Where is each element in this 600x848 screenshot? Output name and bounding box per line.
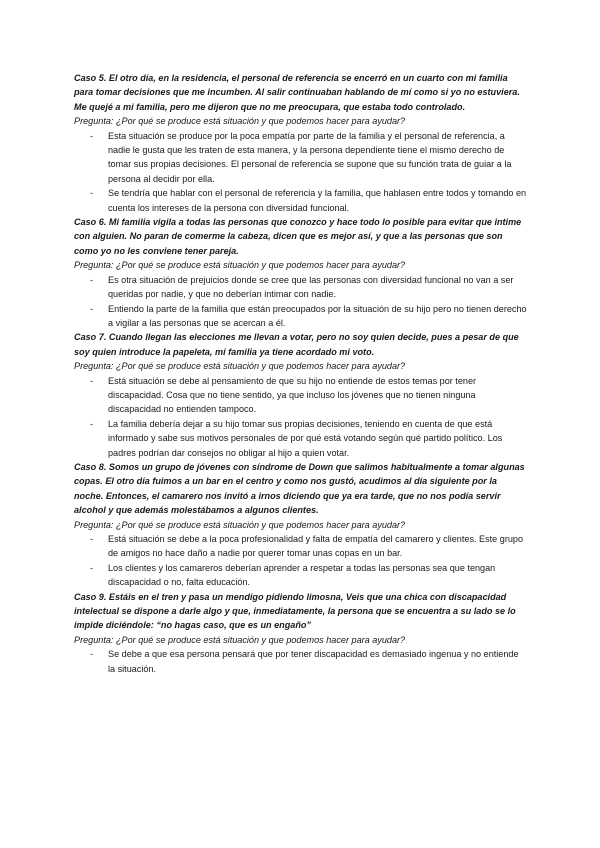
answer-list [74,647,528,676]
dash-bullet: - [90,274,94,285]
dash-bullet: - [90,418,94,429]
dash-bullet: - [90,188,94,199]
answer-list [74,532,528,590]
answer-text: Es otra situación de prejuicios donde se cree que las personas con diversidad funcional no van a ser queridas por nadie, y que no deberían intimar con nadie. [108,274,514,300]
dash-bullet: - [90,130,94,141]
answer-text: Se debe a que esa persona pensará que por tener discapacidad es demasiado ingenua y no entiende la situación. [108,649,519,674]
answer-item [74,561,528,590]
case-title: Caso 6. Mi familia vigila a todas las personas que conozco y hace todo lo posible para evitar que intime con alguien. No paran de comerme la cabeza, dicen que es mejor así, y que a las personas que son como yo no les conviene tener pareja. [74,217,522,256]
question-prompt: Pregunta: ¿Por qué se produce está situación y que podemos hacer para ayudar? [74,519,406,530]
answer-text: Esta situación se produce por la poca empatía por parte de la familia y el personal de referencia, a nadie le gusta que les traten de esta manera, y la persona dependiente tiene el mismo derecho de tomar sus propias decisiones. El personal de referencia se supone que su función trata de guiar a la persona al decidir por ella. [108,130,512,184]
dash-bullet: - [90,534,94,544]
case-title: Caso 8. Somos un grupo de jóvenes con síndrome de Down que salimos habitualmente a tomar algunas copas. El otro día fuimos a un bar en el centro y como nos gustó, acudimos al día siguiente por la noche. Entonces, el camarero nos invitó a irnos diciendo que ya era tarde, que no nos podía servir alcohol y que además molestábamos a algunos clientes. [74,461,525,516]
case-title: Caso 9. Estáis en el tren y pasa un mendigo pidiendo limosna, Veis que una chica con discapacidad intelectual se dispone a darle algo y que, inmediatamente, la persona que se encuentra a su lado se lo impide diciéndole: “no hagas caso, que es un engaño” [74,591,516,631]
case-6 [74,215,528,330]
answer-list [74,129,528,215]
case-title: Caso 7. Cuando llegan las elecciones me llevan a votar, pero no soy quien decide, pues a pesar de que soy quien introduce la papeleta, mi familia ya tiene acordado mi voto. [74,332,519,357]
case-8 [74,460,528,590]
document-body [74,71,528,676]
answer-item [74,374,528,417]
answer-item [74,647,528,676]
answer-item [74,302,528,331]
dash-bullet: - [90,375,94,386]
answer-list [74,374,528,460]
dash-bullet: - [90,562,94,573]
answer-text: Entiendo la parte de la familia que están preocupados por la situación de su hijo pero no tienen derecho a vigilar a las personas que se acercan a él. [108,303,527,328]
answer-item [74,532,528,561]
answer-text: Se tendría que hablar con el personal de referencia y la familia, que hablasen entre todos y tomando en cuenta los intereses de la persona con diversidad funcional. [108,188,527,213]
case-9 [74,590,528,676]
case-5 [74,71,528,215]
case-title: Caso 5. El otro día, en la residencia, el personal de referencia se encerró en un cuarto con mi familia para tomar decisiones que me incumben. Al salir continuaban hablando de mí como si yo no estuviera. Me quejé a mi familia, pero me dijeron que no me preocupara, que estaba todo controlado. [74,73,520,112]
case-7 [74,330,528,460]
question-prompt: Pregunta: ¿Por qué se produce está situación y que podemos hacer para ayudar? [74,634,406,645]
question-prompt: Pregunta: ¿Por qué se produce está situación y que podemos hacer para ayudar? [74,116,406,127]
answer-text: Está situación se debe al pensamiento de que su hijo no entiende de estos temas por tener discapacidad. Cosa que no tiene sentido, ya que incluso los jóvenes que no tienen ninguna discapacidad no entienden tampoco. [108,375,477,415]
answer-text: La familia debería dejar a su hijo tomar sus propias decisiones, teniendo en cuenta de que está informado y sabe sus motivos personales de por qué está votando según qué partido político. Los padres podrían dar consejos no obligar al hijo a quien votar. [108,418,503,458]
answer-text: Está situación se debe a la poca profesionalidad y falta de empatía del camarero y clientes. Este grupo de amigos no hace daño a nadie por querer tomar unas copas en un bar. [108,534,524,559]
question-prompt: Pregunta: ¿Por qué se produce está situación y que podemos hacer para ayudar? [74,361,406,372]
dash-bullet: - [90,649,94,660]
answer-item [74,129,528,187]
question-prompt: Pregunta: ¿Por qué se produce está situación y que podemos hacer para ayudar? [74,260,406,271]
answer-text: Los clientes y los camareros deberían aprender a respetar a todas las personas sea que tengan discapacidad o no, falta educación. [108,562,496,588]
dash-bullet: - [90,303,94,314]
answer-item [74,273,528,302]
answer-item [74,186,528,215]
answer-item [74,417,528,460]
answer-list [74,273,528,331]
